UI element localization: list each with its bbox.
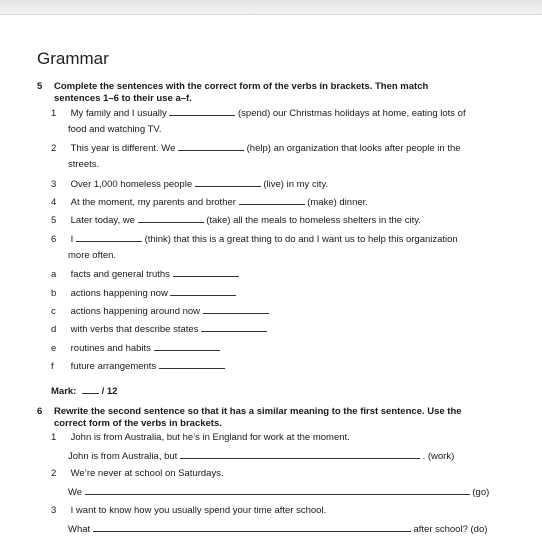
item-text-after: (live) in my city. <box>263 179 329 190</box>
answer-blank[interactable] <box>195 178 261 187</box>
use-text: future arrangements <box>70 361 157 372</box>
use-text: routines and habits <box>70 343 151 354</box>
use-letter: c <box>51 306 56 317</box>
rewrite-end: (go) <box>472 487 490 498</box>
original-sentence: I want to know how you usually spend your time after school. <box>70 505 327 516</box>
ex5-item-4 <box>51 196 368 209</box>
mark-label: Mark: <box>51 386 77 397</box>
rewrite-prompt: What <box>68 524 91 535</box>
exercise-6-number: 6 <box>37 406 43 417</box>
use-text: with verbs that describe states <box>70 324 199 335</box>
use-d <box>51 323 267 336</box>
ex6-item-3-rewrite <box>68 523 487 536</box>
item-text-before: Later today, we <box>70 215 135 226</box>
use-e <box>51 342 220 355</box>
item-number: 1 <box>51 108 57 119</box>
answer-blank[interactable] <box>239 196 305 205</box>
ex5-item-2-continuation: streets. <box>68 159 100 170</box>
exercise-5-instruction-line1: Complete the sentences with the correct form of the verbs in brackets. Then match <box>54 81 429 92</box>
use-letter: d <box>51 324 57 335</box>
item-text-after: (make) dinner. <box>307 197 368 208</box>
answer-blank[interactable] <box>154 342 220 351</box>
original-sentence: We’re never at school on Saturdays. <box>70 468 224 479</box>
use-c <box>51 305 269 318</box>
page-top-shadow <box>0 0 542 15</box>
item-text-after: (spend) our Christmas holidays at home, eating lots of <box>238 108 466 119</box>
item-text-after: (take) all the meals to homeless shelters in the city. <box>206 215 421 226</box>
item-number: 2 <box>51 468 57 479</box>
ex5-item-6-continuation: more often. <box>68 250 117 261</box>
rewrite-end: after school? (do) <box>413 524 488 535</box>
original-sentence: John is from Australia, but he’s in England for work at the moment. <box>70 432 350 443</box>
answer-blank[interactable] <box>170 287 236 296</box>
rewrite-prompt: We <box>68 487 83 498</box>
answer-blank[interactable] <box>180 450 420 459</box>
item-number: 3 <box>51 505 57 516</box>
rewrite-prompt: John is from Australia, but <box>68 451 178 462</box>
use-letter: a <box>51 269 57 280</box>
answer-blank[interactable] <box>169 107 235 116</box>
ex6-item-2-sentence <box>51 468 224 480</box>
use-letter: e <box>51 343 57 354</box>
item-text-before: This year is different. We <box>70 143 176 154</box>
item-text-before: I <box>70 234 74 245</box>
item-number: 4 <box>51 197 57 208</box>
ex6-item-1-rewrite <box>68 450 454 463</box>
item-number: 5 <box>51 215 57 226</box>
answer-blank[interactable] <box>201 323 267 332</box>
ex6-item-3-sentence <box>51 505 326 517</box>
exercise-5-number: 5 <box>37 81 43 92</box>
ex5-item-3 <box>51 178 328 191</box>
answer-blank[interactable] <box>203 305 269 314</box>
use-letter: f <box>51 361 54 372</box>
answer-blank[interactable] <box>76 233 142 242</box>
mark-blank[interactable] <box>82 385 99 394</box>
ex5-item-1 <box>51 107 466 120</box>
use-text: actions happening around now <box>70 306 201 317</box>
item-number: 1 <box>51 432 57 443</box>
ex6-item-2-rewrite <box>68 486 489 499</box>
answer-blank[interactable] <box>85 486 470 495</box>
ex5-item-1-continuation: food and watching TV. <box>68 124 162 135</box>
use-a <box>51 268 239 281</box>
ex5-item-5 <box>51 214 421 227</box>
ex6-item-1-sentence <box>51 432 350 444</box>
ex5-item-6 <box>51 233 458 246</box>
answer-blank[interactable] <box>93 523 411 532</box>
item-number: 3 <box>51 179 57 190</box>
rewrite-end: . (work) <box>422 451 455 462</box>
exercise-6-instruction-line1: Rewrite the second sentence so that it has a similar meaning to the first sentence. Use the <box>54 406 462 417</box>
use-b <box>51 287 236 300</box>
item-text-before: Over 1,000 homeless people <box>70 179 193 190</box>
answer-blank[interactable] <box>173 268 239 277</box>
use-letter: b <box>51 288 57 299</box>
item-text-before: My family and I usually <box>70 108 167 119</box>
ex5-item-2 <box>51 142 461 155</box>
answer-blank[interactable] <box>178 142 244 151</box>
item-number: 2 <box>51 143 57 154</box>
exercise-5-instruction-line2: sentences 1–6 to their use a–f. <box>54 93 192 104</box>
item-text-after: (think) that this is a great thing to do and I want us to help this organization <box>144 234 458 245</box>
exercise-6-instruction-line2: correct form of the verbs in brackets. <box>54 418 222 429</box>
use-f <box>51 360 225 373</box>
section-heading: Grammar <box>37 49 109 68</box>
use-text: actions happening now <box>70 288 168 299</box>
exercise-5-mark <box>51 385 117 398</box>
item-text-after: (help) an organization that looks after people in the <box>246 143 461 154</box>
item-number: 6 <box>51 234 57 245</box>
use-text: facts and general truths <box>70 269 170 280</box>
answer-blank[interactable] <box>138 214 204 223</box>
answer-blank[interactable] <box>159 360 225 369</box>
item-text-before: At the moment, my parents and brother <box>70 197 236 208</box>
mark-total: / 12 <box>101 386 118 397</box>
